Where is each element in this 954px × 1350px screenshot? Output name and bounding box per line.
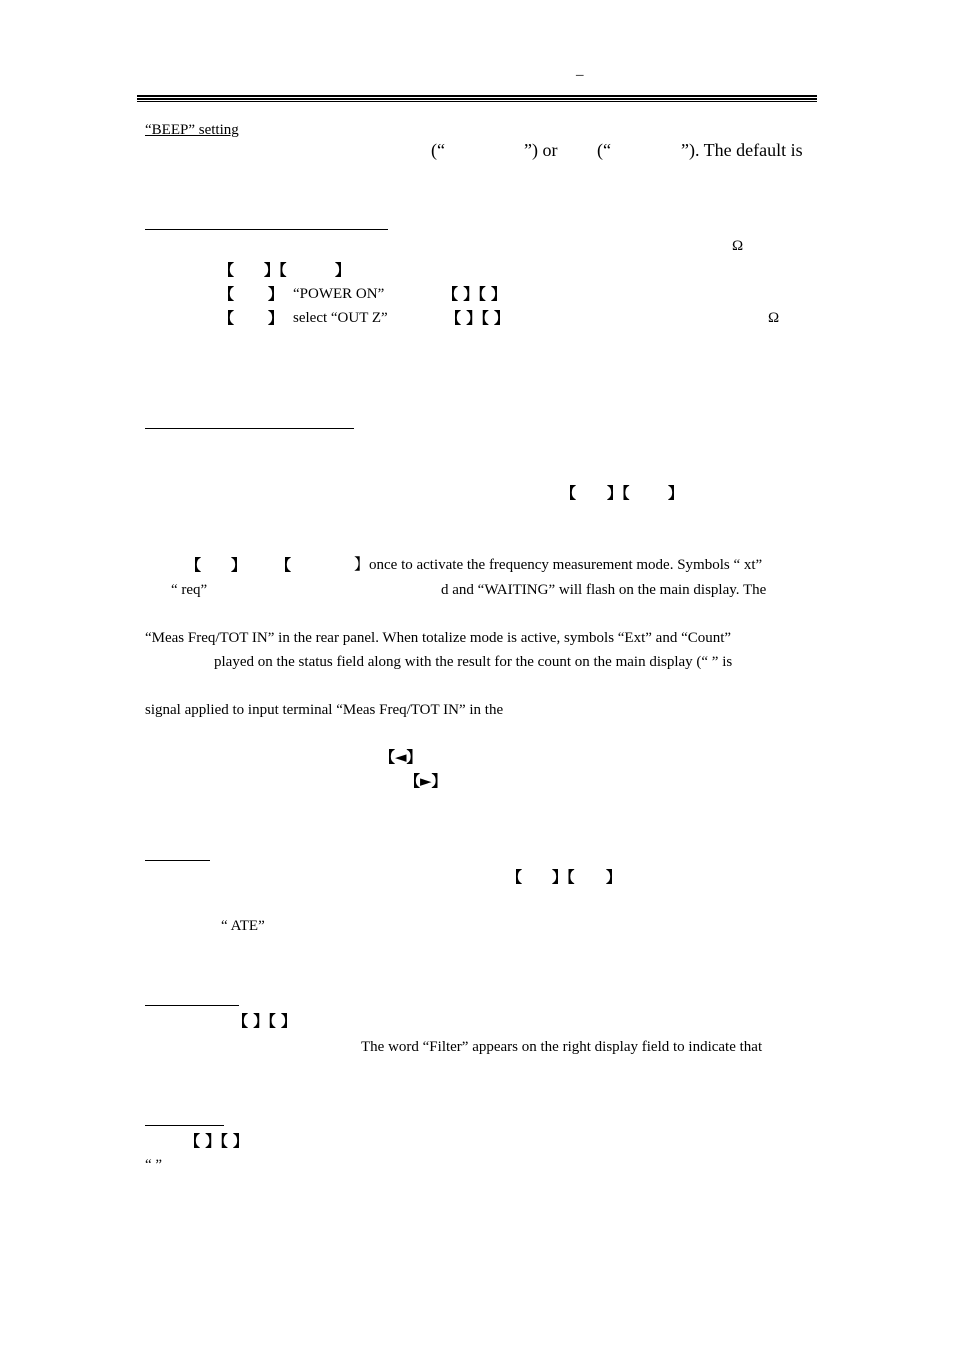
beep-text-d: ”). The default is [681,140,803,160]
freq-line-3: “Meas Freq/TOT IN” in the rear panel. When totalize mode is active, symbols “Ext” and “Count” [145,630,732,646]
key-bracket: 】【 [264,261,287,279]
power-on-text: “POWER ON” [293,286,385,302]
beep-heading: “BEEP” setting [145,122,239,138]
select-outz-text: select “OUT Z” [293,310,388,326]
key-bracket: 【 】【 】 [443,285,506,303]
key-bracket: 】 [335,261,351,279]
section-rule-filter [145,1005,239,1006]
key-bracket: 【 [507,868,523,886]
key-bracket: 【 】【 】 [185,1132,248,1150]
section-rule-last [145,1125,224,1126]
key-bracket: 】 [268,309,284,327]
omega-symbol-2: Ω [768,310,780,326]
key-bracket: 】【 [607,484,630,502]
beep-text-a: (“ [431,140,445,160]
quote-text: “ ” [145,1157,163,1173]
section-rule-freq [145,428,354,429]
left-arrow-key: 【◄】 [380,748,422,766]
freq-line-5: signal applied to input terminal “Meas Freq/TOT IN” in the [145,702,504,718]
key-bracket: 【 】【 】 [233,1012,296,1030]
key-bracket: 【 [219,285,235,303]
header-rule-top [137,95,817,97]
header-rule-bottom [137,101,817,102]
key-bracket: 】 [606,868,622,886]
key-bracket: 【 [561,484,577,502]
right-arrow-key: 【►】 [405,772,447,790]
key-bracket: 【 [219,261,235,279]
freq-line-1: 】once to activate the frequency measurement mode. Symbols “ xt” [354,557,763,573]
key-bracket: 【 [219,309,235,327]
header-dash: – [576,67,584,83]
section-rule-rate [145,860,210,861]
freq-line-2b: d and “WAITING” will flash on the main display. The [441,582,767,598]
key-bracket: 】 [231,556,247,574]
filter-text: The word “Filter” appears on the right display field to indicate that [361,1039,763,1055]
key-bracket: 】 [268,285,284,303]
key-bracket: 【 】【 】 [446,309,509,327]
freq-line-2a: “ req” [171,582,208,598]
omega-symbol-1: Ω [732,238,744,254]
key-bracket: 【 [186,556,202,574]
rate-text: “ ATE” [221,918,265,934]
beep-text-c: (“ [597,140,611,160]
key-bracket: 】【 [552,868,575,886]
key-bracket: 【 [276,556,292,574]
section-rule-outz [145,229,388,230]
beep-text-b: ”) or [524,140,558,160]
key-bracket: 】 [668,484,684,502]
header-rule-mid [137,98,817,100]
freq-line-4: played on the status field along with the result for the count on the main display (“ ” is [214,654,733,670]
